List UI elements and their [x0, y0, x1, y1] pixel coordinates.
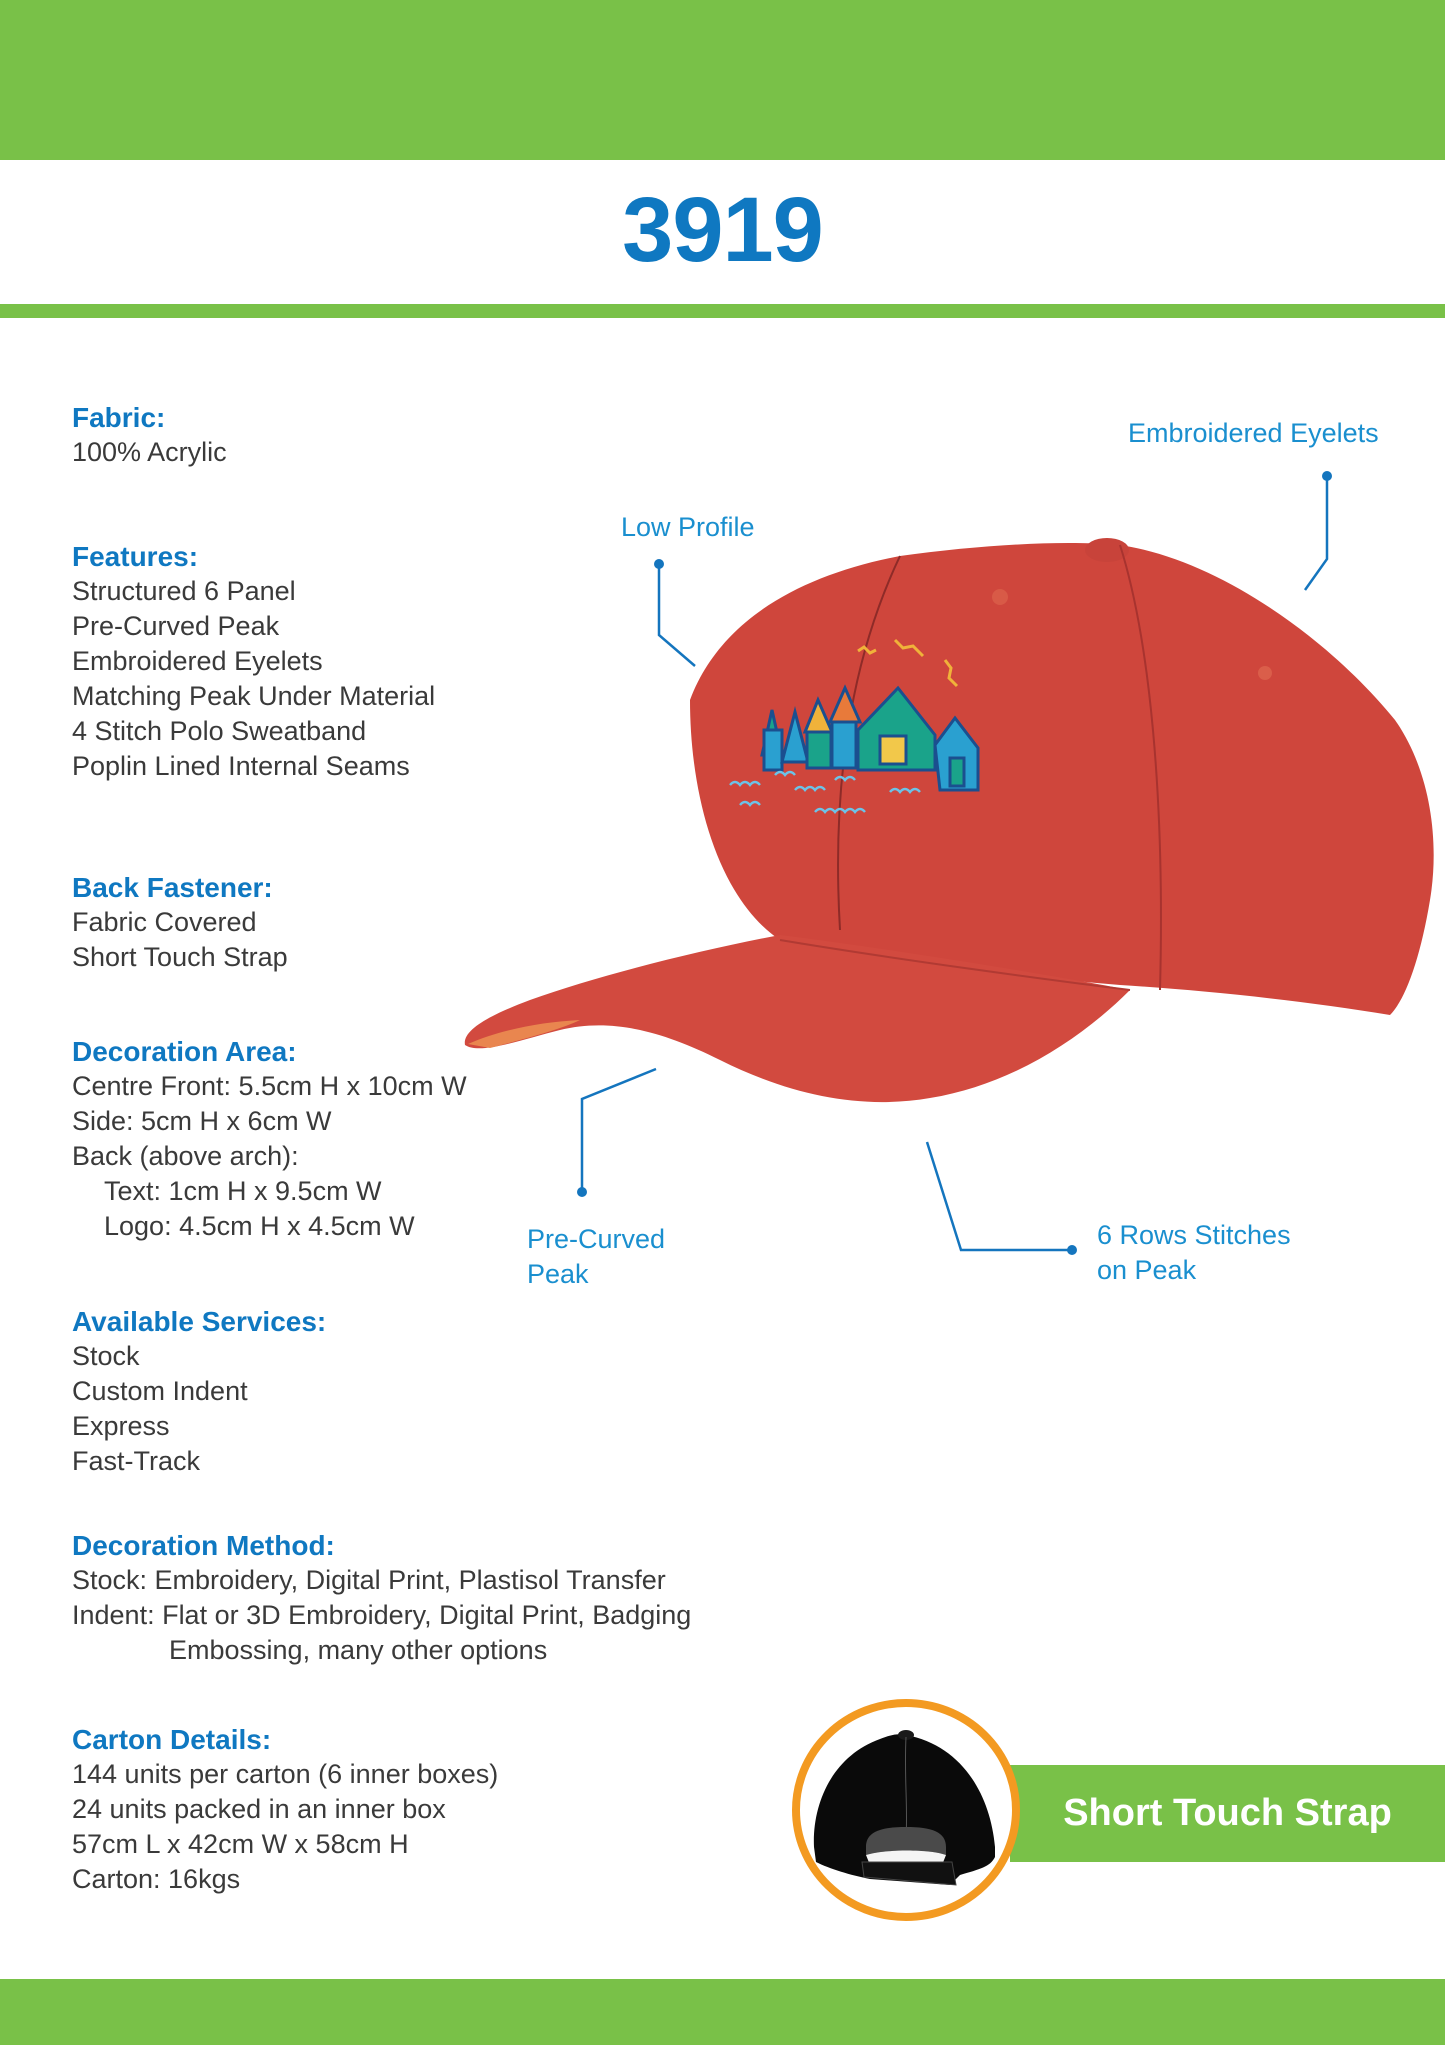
section-line: 100% Acrylic	[72, 437, 227, 467]
section-line: Back (above arch):	[72, 1141, 299, 1171]
callout-embroidered-eyelets: Embroidered Eyelets	[1128, 418, 1379, 448]
section-available-services	[72, 1304, 326, 1479]
section-carton-details	[72, 1722, 498, 1897]
section-features	[72, 539, 435, 784]
section-line: Stock	[72, 1341, 140, 1371]
callout-pre-curved-line-2: Peak	[527, 1259, 589, 1289]
section-decoration-area	[72, 1034, 467, 1244]
section-line: Text: 1cm H x 9.5cm W	[104, 1176, 382, 1206]
section-line: Centre Front: 5.5cm H x 10cm W	[72, 1071, 467, 1101]
callout-line-eyelets	[1305, 476, 1327, 590]
section-line: Fabric Covered	[72, 907, 257, 937]
callout-dot-pre-curved	[577, 1187, 587, 1197]
product-code-title: 3919	[622, 179, 823, 281]
section-heading: Fabric:	[72, 402, 166, 433]
callout-line-pre-curved	[582, 1069, 656, 1192]
bottom-banner	[0, 1979, 1445, 2045]
section-line: Fast-Track	[72, 1446, 200, 1476]
callout-line-low-profile	[659, 564, 695, 666]
section-line: Indent: Flat or 3D Embroidery, Digital Print, Badging	[72, 1600, 692, 1630]
section-line: Custom Indent	[72, 1376, 248, 1406]
section-line: Matching Peak Under Material	[72, 681, 436, 711]
section-heading: Available Services:	[72, 1306, 327, 1337]
section-line: 24 units packed in an inner box	[72, 1794, 446, 1824]
section-line: Embossing, many other options	[169, 1635, 548, 1665]
section-heading: Decoration Area:	[72, 1036, 297, 1067]
section-heading: Back Fastener:	[72, 872, 273, 903]
section-line: Express	[72, 1411, 170, 1441]
callout-six-rows-stitches	[1097, 1218, 1291, 1288]
section-line: Structured 6 Panel	[72, 576, 296, 606]
section-heading: Decoration Method:	[72, 1530, 335, 1561]
section-line: Pre-Curved Peak	[72, 611, 280, 641]
section-decoration-method	[72, 1528, 691, 1668]
section-line: 57cm L x 42cm W x 58cm H	[72, 1829, 409, 1859]
callout-pre-curved-peak	[527, 1222, 665, 1292]
callout-dot-eyelets	[1322, 471, 1332, 481]
cap-back-icon	[790, 1697, 1022, 1923]
section-fabric	[72, 400, 227, 470]
section-line: 4 Stitch Polo Sweatband	[72, 716, 367, 746]
section-line: Stock: Embroidery, Digital Print, Plastisol Transfer	[72, 1565, 666, 1595]
strap-badge-label: Short Touch Strap	[1063, 1792, 1392, 1834]
callout-pre-curved-line-1: Pre-Curved	[527, 1224, 666, 1254]
section-heading: Features:	[72, 541, 199, 572]
cap-front-icon	[465, 538, 1434, 1102]
section-back-fastener	[72, 870, 288, 975]
section-line: Embroidered Eyelets	[72, 646, 323, 676]
section-line: Carton: 16kgs	[72, 1864, 241, 1894]
section-line: Short Touch Strap	[72, 942, 288, 972]
callout-six-rows-line-2: on Peak	[1097, 1255, 1197, 1285]
section-line: Logo: 4.5cm H x 4.5cm W	[104, 1211, 415, 1241]
section-heading: Carton Details:	[72, 1724, 272, 1755]
callout-low-profile: Low Profile	[621, 512, 755, 542]
section-line: 144 units per carton (6 inner boxes)	[72, 1759, 499, 1789]
callout-dot-six-rows	[1067, 1245, 1077, 1255]
section-line: Side: 5cm H x 6cm W	[72, 1106, 332, 1136]
callout-dot-low-profile	[654, 559, 664, 569]
callout-six-rows-line-1: 6 Rows Stitches	[1097, 1220, 1291, 1250]
section-line: Poplin Lined Internal Seams	[72, 751, 410, 781]
callout-line-six-rows	[927, 1142, 1072, 1250]
